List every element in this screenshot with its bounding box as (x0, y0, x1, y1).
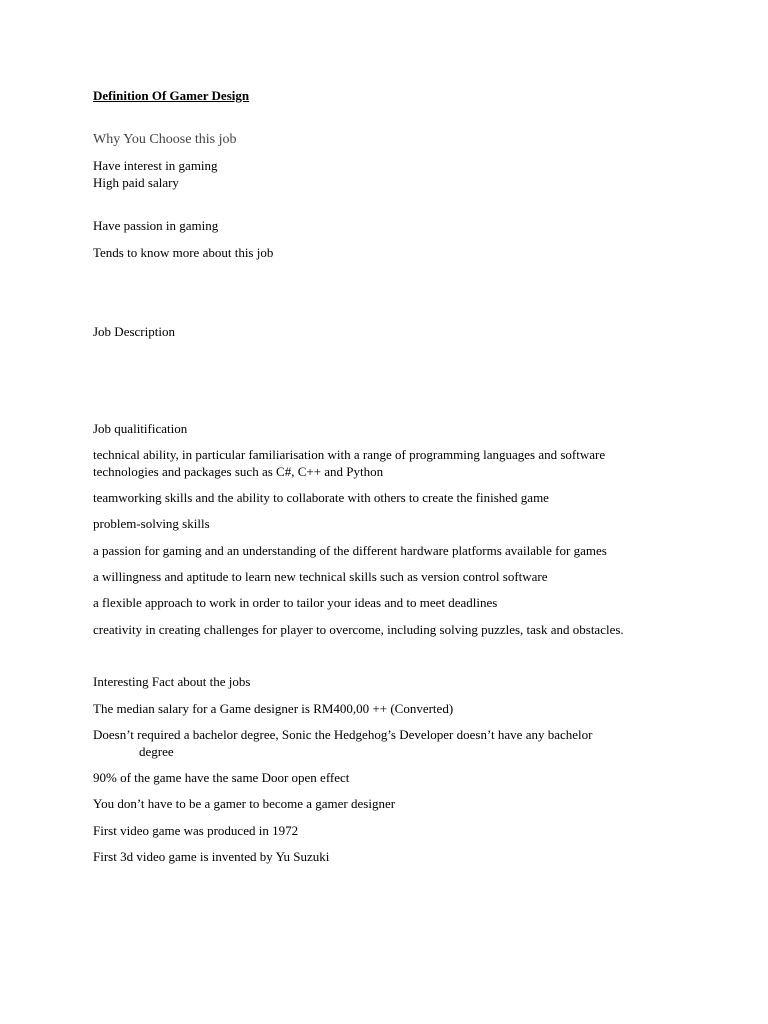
qualification-heading: Job qualitification (93, 421, 188, 436)
qualification-item: problem-solving skills (93, 516, 210, 531)
qualification-item: technical ability, in particular familiarisation with a range of programming languages and software (93, 447, 606, 462)
fact-item: The median salary for a Game designer is RM400,00 ++ (Converted) (93, 701, 454, 716)
qualification-item-continued: technologies and packages such as C#, C++ and Python (93, 464, 384, 479)
qualification-item: a willingness and aptitude to learn new technical skills such as version control software (93, 569, 548, 584)
qualification-item: a passion for gaming and an understanding of the different hardware platforms available for games (93, 543, 607, 558)
facts-heading: Interesting Fact about the jobs (93, 674, 251, 689)
fact-item: You don’t have to be a gamer to become a gamer designer (93, 796, 396, 811)
fact-item: First 3d video game is invented by Yu Suzuki (93, 849, 330, 864)
qualification-item: creativity in creating challenges for player to overcome, including solving puzzles, task and obstacles. (93, 622, 624, 637)
qualification-item: teamworking skills and the ability to collaborate with others to create the finished game (93, 490, 549, 505)
fact-item: 90% of the game have the same Door open effect (93, 770, 350, 785)
why-item: Have interest in gaming (93, 158, 218, 173)
document-title: Definition Of Gamer Design (93, 88, 250, 103)
fact-item-continued: degree (139, 744, 174, 759)
fact-item: First video game was produced in 1972 (93, 823, 299, 838)
job-description-heading: Job Description (93, 324, 175, 339)
fact-item: Doesn’t required a bachelor degree, Sonic the Hedgehog’s Developer doesn’t have any bachelor (93, 727, 593, 742)
why-item: Tends to know more about this job (93, 245, 274, 260)
why-item: Have passion in gaming (93, 218, 219, 233)
why-heading: Why You Choose this job (93, 132, 237, 147)
why-item: High paid salary (93, 175, 179, 190)
qualification-item: a flexible approach to work in order to tailor your ideas and to meet deadlines (93, 595, 498, 610)
